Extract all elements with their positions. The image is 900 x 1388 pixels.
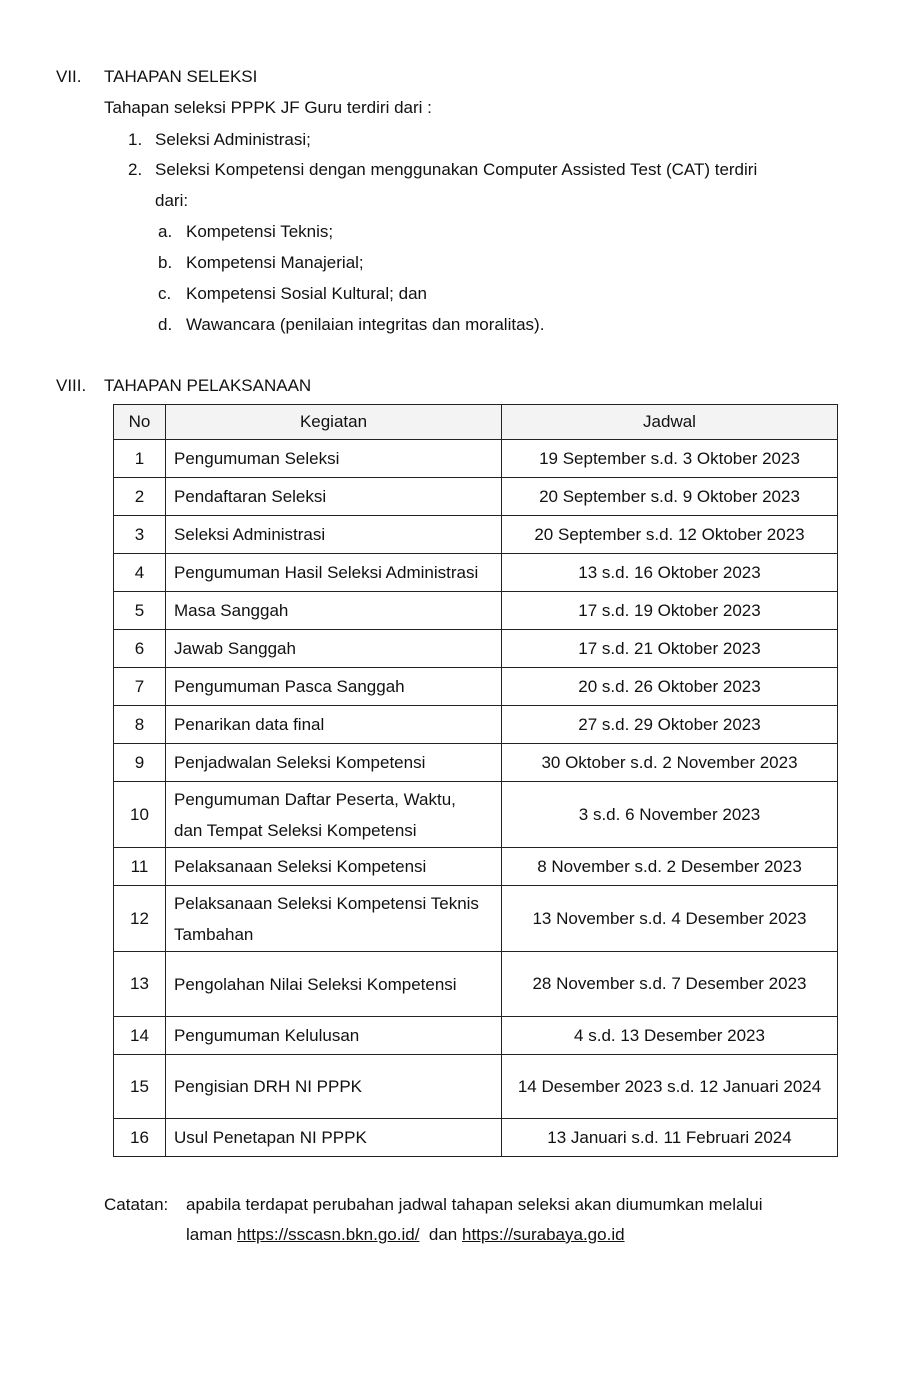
row-no: 15 xyxy=(114,1055,166,1119)
table-row xyxy=(114,516,838,554)
row-jadwal: 19 September s.d. 3 Oktober 2023 xyxy=(502,440,838,478)
table-row xyxy=(114,554,838,592)
row-no: 16 xyxy=(114,1119,166,1157)
sscasn-link[interactable]: https://sscasn.bkn.go.id/ xyxy=(237,1225,420,1244)
table-row xyxy=(114,1017,838,1055)
row-kegiatan: Pengumuman Kelulusan xyxy=(166,1017,502,1055)
header-no: No xyxy=(114,405,166,440)
row-kegiatan xyxy=(166,886,502,952)
row-kegiatan-line-1: Pengumuman Daftar Peserta, Waktu, xyxy=(174,789,456,809)
row-kegiatan: Seleksi Administrasi xyxy=(166,516,502,554)
table-row xyxy=(114,668,838,706)
table-row xyxy=(114,478,838,516)
subitem-d-letter: d. xyxy=(158,315,173,334)
row-no: 5 xyxy=(114,592,166,630)
row-kegiatan: Pelaksanaan Seleksi Kompetensi xyxy=(166,848,502,886)
row-no: 11 xyxy=(114,848,166,886)
item-1-text: Seleksi Administrasi; xyxy=(155,130,311,149)
row-no: 13 xyxy=(114,952,166,1017)
subitem-b-text: Kompetensi Manajerial; xyxy=(186,253,364,272)
table-row xyxy=(114,440,838,478)
row-no: 14 xyxy=(114,1017,166,1055)
table-row xyxy=(114,782,838,848)
row-no: 9 xyxy=(114,744,166,782)
subitem-c-letter: c. xyxy=(158,284,172,303)
row-kegiatan-line-2: Tambahan xyxy=(174,924,254,944)
row-kegiatan: Pengisian DRH NI PPPK xyxy=(166,1055,502,1119)
note-prefix: laman xyxy=(186,1225,233,1244)
table-row xyxy=(114,706,838,744)
row-jadwal: 20 s.d. 26 Oktober 2023 xyxy=(502,668,838,706)
row-no: 1 xyxy=(114,440,166,478)
row-jadwal: 3 s.d. 6 November 2023 xyxy=(502,782,838,848)
row-kegiatan: Penarikan data final xyxy=(166,706,502,744)
row-jadwal: 13 s.d. 16 Oktober 2023 xyxy=(502,554,838,592)
row-no: 7 xyxy=(114,668,166,706)
row-kegiatan: Pendaftaran Seleksi xyxy=(166,478,502,516)
row-no: 8 xyxy=(114,706,166,744)
row-jadwal: 20 September s.d. 12 Oktober 2023 xyxy=(502,516,838,554)
table-row xyxy=(114,744,838,782)
table-row xyxy=(114,1055,838,1119)
note-line-2 xyxy=(186,1225,625,1245)
surabaya-link[interactable]: https://surabaya.go.id xyxy=(462,1225,625,1244)
row-kegiatan xyxy=(166,782,502,848)
item-2-continuation: dari: xyxy=(155,191,189,210)
row-jadwal: 27 s.d. 29 Oktober 2023 xyxy=(502,706,838,744)
subitem-c-text: Kompetensi Sosial Kultural; dan xyxy=(186,284,427,303)
table-row xyxy=(114,592,838,630)
row-kegiatan-line-1: Pelaksanaan Seleksi Kompetensi Teknis xyxy=(174,893,479,913)
row-jadwal: 20 September s.d. 9 Oktober 2023 xyxy=(502,478,838,516)
table-row xyxy=(114,848,838,886)
table-row xyxy=(114,886,838,952)
subitem-a-letter: a. xyxy=(158,222,173,241)
row-no: 6 xyxy=(114,630,166,668)
row-jadwal: 28 November s.d. 7 Desember 2023 xyxy=(502,952,838,1017)
table-row xyxy=(114,630,838,668)
section-7-numeral: VII. xyxy=(56,67,82,86)
row-jadwal: 17 s.d. 21 Oktober 2023 xyxy=(502,630,838,668)
item-2-text: Seleksi Kompetensi dengan menggunakan Computer Assisted Test (CAT) terdiri xyxy=(155,160,758,179)
row-kegiatan: Masa Sanggah xyxy=(166,592,502,630)
row-jadwal: 13 November s.d. 4 Desember 2023 xyxy=(502,886,838,952)
section-7-intro: Tahapan seleksi PPPK JF Guru terdiri dari : xyxy=(104,98,432,117)
subitem-b-letter: b. xyxy=(158,253,173,272)
row-jadwal: 4 s.d. 13 Desember 2023 xyxy=(502,1017,838,1055)
item-2-number: 2. xyxy=(128,160,143,179)
row-kegiatan: Usul Penetapan NI PPPK xyxy=(166,1119,502,1157)
note-label: Catatan: xyxy=(104,1195,169,1214)
item-1-number: 1. xyxy=(128,130,143,149)
row-no: 2 xyxy=(114,478,166,516)
row-no: 10 xyxy=(114,782,166,848)
schedule-table xyxy=(113,404,838,1157)
row-kegiatan: Pengumuman Hasil Seleksi Administrasi xyxy=(166,554,502,592)
note-line-1: apabila terdapat perubahan jadwal tahapan seleksi akan diumumkan melalui xyxy=(186,1195,763,1214)
header-kegiatan: Kegiatan xyxy=(166,405,502,440)
row-kegiatan: Pengumuman Pasca Sanggah xyxy=(166,668,502,706)
header-jadwal: Jadwal xyxy=(502,405,838,440)
row-jadwal: 30 Oktober s.d. 2 November 2023 xyxy=(502,744,838,782)
section-8-title: TAHAPAN PELAKSANAAN xyxy=(104,376,312,395)
row-jadwal: 17 s.d. 19 Oktober 2023 xyxy=(502,592,838,630)
row-no: 12 xyxy=(114,886,166,952)
table-row xyxy=(114,952,838,1017)
row-kegiatan-line-2: dan Tempat Seleksi Kompetensi xyxy=(174,820,417,840)
row-kegiatan: Jawab Sanggah xyxy=(166,630,502,668)
row-no: 4 xyxy=(114,554,166,592)
row-kegiatan: Pengumuman Seleksi xyxy=(166,440,502,478)
row-kegiatan: Pengolahan Nilai Seleksi Kompetensi xyxy=(166,952,502,1017)
row-jadwal: 13 Januari s.d. 11 Februari 2024 xyxy=(502,1119,838,1157)
row-jadwal: 8 November s.d. 2 Desember 2023 xyxy=(502,848,838,886)
row-jadwal: 14 Desember 2023 s.d. 12 Januari 2024 xyxy=(502,1055,838,1119)
table-header-row xyxy=(114,405,838,440)
table-row xyxy=(114,1119,838,1157)
row-no: 3 xyxy=(114,516,166,554)
row-kegiatan: Penjadwalan Seleksi Kompetensi xyxy=(166,744,502,782)
section-7-title: TAHAPAN SELEKSI xyxy=(104,67,258,86)
subitem-d-text: Wawancara (penilaian integritas dan moralitas). xyxy=(186,315,545,334)
section-8-numeral: VIII. xyxy=(56,376,87,395)
subitem-a-text: Kompetensi Teknis; xyxy=(186,222,334,241)
note-middle: dan xyxy=(428,1225,458,1244)
